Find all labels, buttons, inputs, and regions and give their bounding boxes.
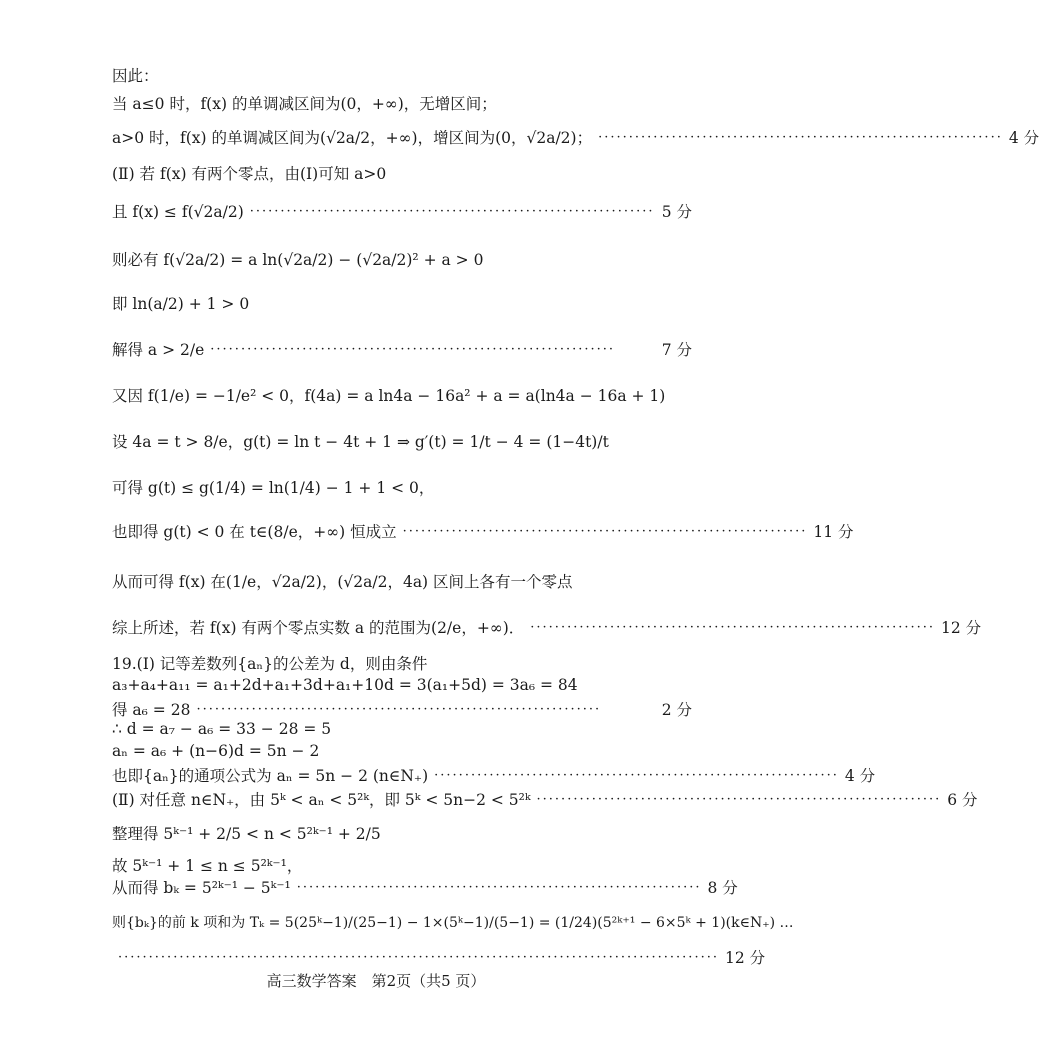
solution-line: 综上所述，若 f(x) 有两个零点实数 a 的范围为(2/e，+∞)． ·································································· 12 分 <box>112 616 692 638</box>
score-label: 7 分 <box>661 341 692 359</box>
score-label: 6 分 <box>947 791 978 809</box>
solution-line: a₃+a₄+a₁₁ = a₁+2d+a₁+3d+a₁+10d = 3(a₁+5d) = 3a₆ = 84 <box>112 676 578 694</box>
leader-dots: ·································································· <box>296 879 702 895</box>
score-label: 4 分 <box>844 767 876 785</box>
score-label: 5 分 <box>661 203 692 221</box>
solution-line: 当 a≤0 时，f(x) 的单调减区间为(0，+∞)，无增区间； <box>112 95 497 113</box>
leader-dots: ·································································································· <box>118 949 719 965</box>
solution-line: 也即{aₙ}的通项公式为 aₙ = 5n − 2 (n∈N₊) ·································································· 4 分 <box>112 764 692 786</box>
leader-dots: ·································································· <box>402 523 808 539</box>
solution-line <box>112 946 766 968</box>
leader-dots: ·································································· <box>598 129 1003 145</box>
solution-line: 解得 a > 2/e ·································································· 7 分 <box>112 338 692 360</box>
leader-dots: ·································································· <box>249 203 655 219</box>
leader-dots: ·································································· <box>210 341 616 357</box>
solution-line: 从而得 bₖ = 5²ᵏ⁻¹ − 5ᵏ⁻¹ ·································································· 8 分 <box>112 876 692 898</box>
solution-line: 则{bₖ}的前 k 项和为 Tₖ = 5(25ᵏ−1)/(25−1) − 1×(5ᵏ−1)/(5−1) = (1/24)(5²ᵏ⁺¹ − 6×5ᵏ + 1)(k∈N₊) … <box>112 915 794 931</box>
solution-line: 得 a₆ = 28 ·································································· 2 分 <box>112 698 692 720</box>
leader-dots: ·································································· <box>530 619 936 635</box>
solution-line: ∴ d = a₇ − a₆ = 33 − 28 = 5 <box>112 720 332 738</box>
solution-line: 又因 f(1/e) = −1/e² < 0，f(4a) = a ln4a − 16a² + a = a(ln4a − 16a + 1) <box>112 387 666 405</box>
solution-line: 整理得 5ᵏ⁻¹ + 2/5 < n < 5²ᵏ⁻¹ + 2/5 <box>112 825 381 843</box>
solution-line: 从而可得 f(x) 在(1/e，√2a/2)，(√2a/2，4a) 区间上各有一个零点 <box>112 573 573 591</box>
solution-line: 设 4a = t > 8/e，g(t) = ln t − 4t + 1 ⇒ g′(t) = 1/t − 4 = (1−4t)/t <box>112 433 609 451</box>
page-footer: 高三数学答案 第2页（共5 页） <box>266 972 486 990</box>
solution-line: 且 f(x) ≤ f(√2a/2) ·································································· 5 分 <box>112 200 692 222</box>
solution-line: 19.(Ⅰ) 记等差数列{aₙ}的公差为 d，则由条件 <box>112 655 428 673</box>
solution-line: 也即得 g(t) < 0 在 t∈(8/e，+∞) 恒成立 ·································································· 11 分 <box>112 520 692 542</box>
solution-line: 可得 g(t) ≤ g(1/4) = ln(1/4) − 1 + 1 < 0， <box>112 479 435 497</box>
score-label: 11 分 <box>813 523 854 541</box>
solution-line: a>0 时，f(x) 的单调减区间为(√2a/2，+∞)，增区间为(0，√2a/2)； ·································································· 4 分 <box>112 126 692 148</box>
solution-line: 故 5ᵏ⁻¹ + 1 ≤ n ≤ 5²ᵏ⁻¹， <box>112 857 303 875</box>
leader-dots: ·································································· <box>434 767 839 783</box>
solution-line: 则必有 f(√2a/2) = a ln(√2a/2) − (√2a/2)² + a > 0 <box>112 251 484 269</box>
solution-line: 因此： <box>112 67 159 85</box>
score-label: 12 分 <box>941 619 982 637</box>
leader-dots: ·································································· <box>196 701 602 717</box>
score-label: 12 分 <box>724 949 766 967</box>
solution-line: (Ⅱ) 对任意 n∈N₊，由 5ᵏ < aₙ < 5²ᵏ，即 5ᵏ < 5n−2 < 5²ᵏ ·································································· 6 分 <box>112 788 692 810</box>
solution-line: aₙ = a₆ + (n−6)d = 5n − 2 <box>112 742 320 760</box>
score-label: 2 分 <box>661 701 692 719</box>
solution-line: (Ⅱ) 若 f(x) 有两个零点，由(Ⅰ)可知 a>0 <box>112 165 387 183</box>
score-label: 4 分 <box>1008 129 1039 147</box>
score-label: 8 分 <box>707 879 738 897</box>
leader-dots: ·································································· <box>536 791 942 807</box>
solution-line: 即 ln(a/2) + 1 > 0 <box>112 295 250 313</box>
